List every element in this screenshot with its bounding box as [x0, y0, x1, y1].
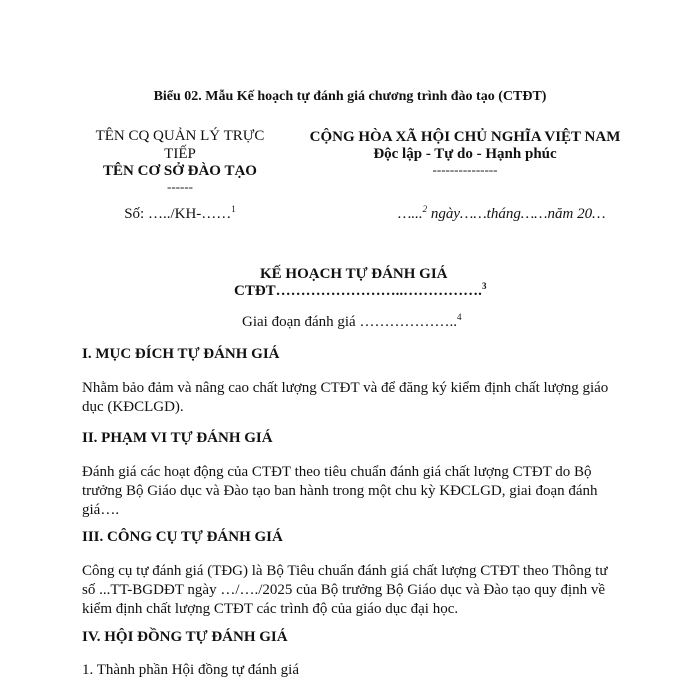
- footnote-marker-3: 3: [481, 281, 487, 291]
- evaluation-period-text: Giai đoạn đánh giá ………………..: [242, 314, 457, 330]
- document-number-text: Số: …../KH-……: [124, 206, 232, 222]
- document-title-line-2: [234, 283, 486, 300]
- place-placeholder: …...: [398, 206, 423, 222]
- footnote-marker-4: 4: [456, 312, 462, 322]
- program-name-placeholder: CTĐT……………………..…………….: [234, 283, 482, 299]
- section-heading-3: III. CÔNG CỤ TỰ ĐÁNH GIÁ: [82, 529, 283, 545]
- form-title: Biểu 02. Mẫu Kế hoạch tự đánh giá chương trình đào tạo (CTĐT): [153, 89, 547, 104]
- place-date: [398, 206, 605, 223]
- footnote-marker-1: 1: [231, 204, 236, 214]
- date-text: ngày……tháng……năm 20…: [427, 206, 606, 222]
- section-body-2: Đánh giá các hoạt động của CTĐT theo tiêu chuẩn đánh giá chất lượng CTĐT do Bộ trưởng Bộ Giáo dục và Đào tạo ban hành trong một chu kỳ KĐCLGD, giai đoạn đánh giá….: [82, 464, 598, 518]
- agency-line-1: TÊN CQ QUẢN LÝ TRỰC: [95, 128, 265, 144]
- section-heading-2: II. PHẠM VI TỰ ĐÁNH GIÁ: [82, 430, 273, 446]
- agency-line-2: TIẾP: [164, 146, 196, 162]
- section-heading-4: IV. HỘI ĐỒNG TỰ ĐÁNH GIÁ: [82, 629, 288, 645]
- section-body-3: Công cụ tự đánh giá (TĐG) là Bộ Tiêu chuẩn đánh giá chất lượng CTĐT theo Thông tư số ...TT-BGDĐT ngày …/…./2025 của Bộ trưởng Bộ Giáo dục và Đào tạo quy định về kiểm định chất lượng CTĐT các trình độ của giáo dục đại học.: [82, 563, 608, 617]
- evaluation-period: [242, 314, 461, 331]
- document-title-line-1: KẾ HOẠCH TỰ ĐÁNH GIÁ: [260, 266, 448, 282]
- left-divider: ------: [167, 179, 193, 194]
- section-heading-1: I. MỤC ĐÍCH TỰ ĐÁNH GIÁ: [82, 346, 280, 362]
- country-name: CỘNG HÒA XÃ HỘI CHỦ NGHĨA VIỆT NAM: [309, 129, 621, 145]
- right-divider: ---------------: [432, 162, 498, 177]
- footnote-marker-2: 2: [422, 204, 428, 214]
- institution-name: TÊN CƠ SỞ ĐÀO TẠO: [103, 163, 257, 179]
- section-body-1: Nhằm bảo đảm và nâng cao chất lượng CTĐT và để đăng ký kiểm định chất lượng giáo dục (KĐCLGD).: [82, 380, 609, 415]
- document-number: [60, 206, 300, 223]
- subsection-heading: 1. Thành phần Hội đồng tự đánh giá: [82, 662, 299, 678]
- national-motto: Độc lập - Tự do - Hạnh phúc: [373, 146, 557, 162]
